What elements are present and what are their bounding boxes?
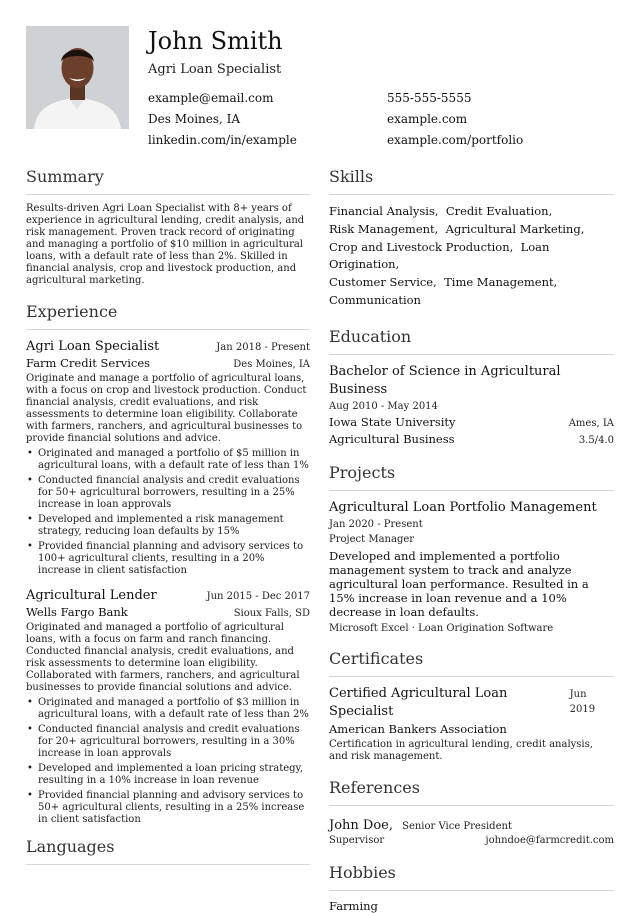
education-dates: Aug 2010 - May 2014 [329, 400, 438, 412]
education-school: Iowa State University [329, 414, 456, 429]
project-dates: Jan 2020 - Present [329, 518, 423, 530]
hobby-item: Farming [329, 898, 378, 913]
website-link[interactable]: example.com [387, 112, 468, 126]
skill-item: Time Management, [444, 275, 558, 290]
project-entry [329, 499, 614, 634]
skill-item: Risk Management, [329, 221, 439, 236]
skill-item: Crop and Livestock Production, [329, 239, 514, 254]
job-dates: Jan 2018 - Present [216, 342, 310, 353]
certificates-heading: Certificates [329, 648, 614, 677]
reference-relation: Supervisor [329, 834, 385, 846]
certificate-entry [329, 685, 614, 763]
project-role: Project Manager [329, 533, 415, 545]
skill-item: Credit Evaluation, [445, 204, 553, 218]
right-column [329, 166, 614, 913]
job-company: Wells Fargo Bank [26, 605, 128, 619]
job-bullet: • Developed and implemented a loan pricing strategy, resulting in a 10% increase in loan revenue [26, 763, 310, 787]
certificate-issuer: American Bankers Association [329, 721, 507, 736]
job-bullet: • Originated and managed a portfolio of $3 million in agricultural loans, with a default rate of less than 2% [26, 697, 310, 721]
linkedin-link[interactable]: linkedin.com/in/example [148, 133, 297, 147]
certificate-description: Certification in agricultural lending, credit analysis, and risk management. [329, 738, 593, 762]
education-degree: Bachelor of Science in Agricultural Business [329, 363, 561, 397]
candidate-name: John Smith [148, 27, 283, 55]
references-heading: References [329, 777, 614, 806]
project-tech-item: Loan Origination Software [418, 622, 554, 634]
skill-item: Financial Analysis, [329, 204, 439, 218]
job-entry [26, 338, 310, 577]
certificate-date: Jun 2019 [569, 688, 596, 715]
job-bullet: • Provided financial planning and advisory services to 100+ agricultural clients, resulting in a 20% increase in client satisfaction [26, 541, 310, 577]
job-bullet: • Conducted financial analysis and credit evaluations for 50+ agricultural borrowers, resulting in a 25% increase in loan approvals [26, 475, 310, 511]
hobbies-heading: Hobbies [329, 862, 614, 891]
portfolio-link[interactable]: example.com/portfolio [387, 133, 524, 147]
job-entry [26, 587, 310, 826]
person-portrait-icon [26, 26, 129, 129]
job-title: Agricultural Lender [26, 588, 157, 603]
job-location: Sioux Falls, SD [233, 608, 310, 619]
education-location: Ames, IA [568, 417, 614, 429]
job-description: Originated and managed a portfolio of agricultural loans, with a focus on farm and ranch financing. Conducted financial analysis, credit evaluations, and risk assessments to determine loan eligibility. Collaborated with farmers, ranchers, and agricultural businesses to provide financial solutions and advice. [26, 622, 300, 693]
project-description: Developed and implemented a portfolio management system to track and analyze agricultural loan performance. Resulted in a 15% increase in loan revenue and a 10% decrease in loan defaults. [329, 548, 589, 619]
job-title: Agri Loan Specialist [26, 339, 160, 354]
skill-item: Communication [329, 292, 421, 307]
reference-name: John Doe, [329, 817, 393, 833]
education-gpa: 3.5/4.0 [578, 434, 614, 446]
job-description: Originate and manage a portfolio of agricultural loans, with a focus on crop and livestock production. Conduct financial analysis, credit evaluations, and risk assessments to determine loan eligibility. Collaborate with farmers, ranchers, and agricultural businesses to provide financial solutions and advice. [26, 373, 307, 444]
project-tech-item: Microsoft Excel [329, 622, 409, 634]
left-column [26, 166, 310, 873]
skill-item: Customer Service, [329, 275, 437, 290]
projects-heading: Projects [329, 462, 614, 491]
project-technologies [329, 623, 614, 634]
education-entry [329, 363, 614, 448]
profile-photo [26, 26, 129, 129]
skill-item: Agricultural Marketing, [445, 221, 585, 236]
education-heading: Education [329, 326, 614, 355]
candidate-title: Agri Loan Specialist [148, 62, 282, 77]
summary-heading: Summary [26, 166, 310, 195]
reference-entry [329, 814, 614, 848]
job-bullet: • Developed and implemented a risk management strategy, reducing loan defaults by 15% [26, 514, 310, 538]
job-bullets [26, 448, 310, 577]
job-location: Des Moines, IA [233, 359, 310, 370]
job-bullet: • Conducted financial analysis and credit evaluations for 20+ agricultural borrowers, resulting in a 30% increase in loan approvals [26, 724, 310, 760]
job-bullet: • Originated and managed a portfolio of $5 million in agricultural loans, with a default rate of less than 1% [26, 448, 310, 472]
reference-email[interactable]: johndoe@farmcredit.com [485, 834, 614, 846]
skill-item: Loan Origination, [329, 239, 550, 272]
certificate-title: Certified Agricultural Loan Specialist [329, 685, 508, 719]
skills-heading: Skills [329, 166, 614, 195]
summary-text: Results-driven Agri Loan Specialist with 8+ years of experience in agricultural lending, credit analysis, and risk management. Proven track record of originating and managing a portfolio of $10 million in agricultural loans, with a default rate of less than 2%. Skilled in financial analysis, crop and livestock production, and agricultural marketing. [26, 203, 305, 286]
experience-heading: Experience [26, 301, 310, 330]
education-field: Agricultural Business [329, 431, 455, 446]
separator: · [411, 622, 415, 634]
job-company: Farm Credit Services [26, 356, 151, 370]
location-text: Des Moines, IA [148, 112, 241, 126]
languages-heading: Languages [26, 836, 310, 865]
reference-position: Senior Vice President [402, 820, 512, 832]
job-dates: Jun 2015 - Dec 2017 [206, 591, 310, 602]
project-title: Agricultural Loan Portfolio Management [329, 499, 597, 515]
email-text[interactable]: example@email.com [148, 91, 274, 105]
phone-text: 555-555-5555 [387, 91, 472, 105]
skills-list [329, 203, 614, 310]
job-bullets [26, 697, 310, 826]
job-bullet: • Provided financial planning and advisory services to 50+ agricultural clients, resulting in a 25% increase in client satisfaction [26, 790, 310, 826]
